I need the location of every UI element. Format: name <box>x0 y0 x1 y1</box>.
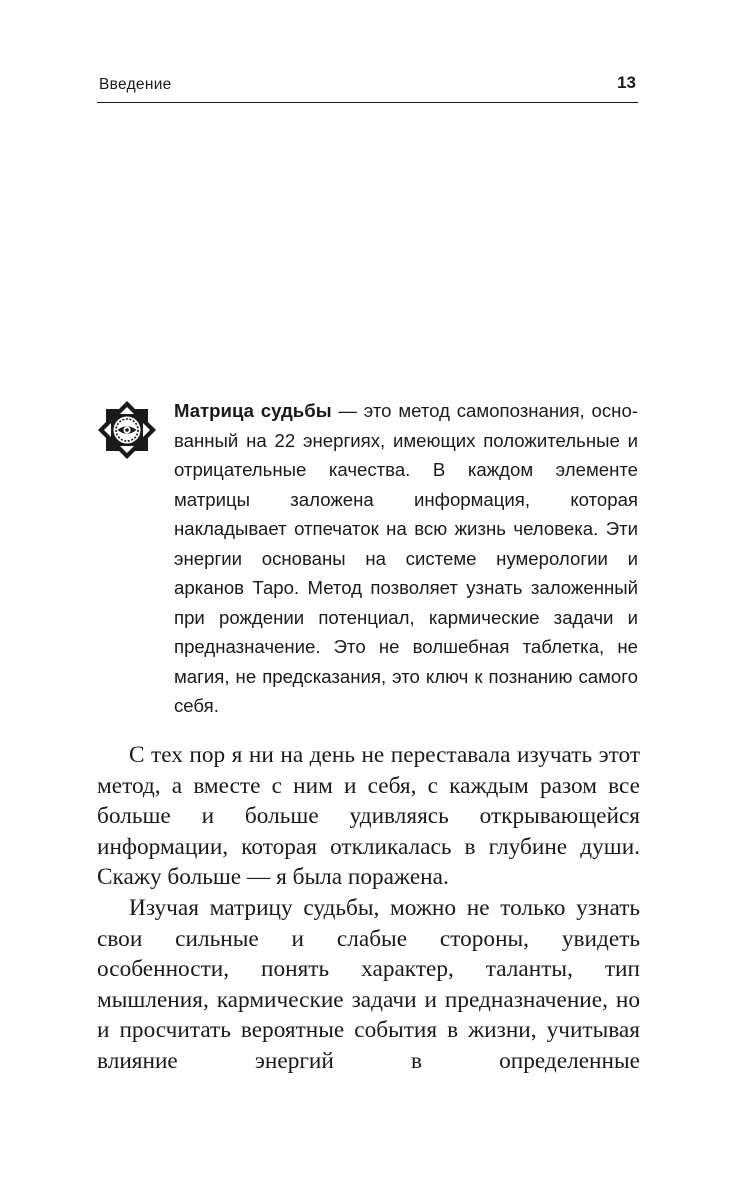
definition-paragraph <box>174 396 638 721</box>
mandala-eye-icon <box>97 400 157 460</box>
main-text <box>97 740 640 1077</box>
definition-body: — это метод самопознания, основанный на 22 энергиях, имеющих положительные и отрицательные качества. В каждом элементе матрицы заложена информация, которая накладывает отпечаток на всю жизнь человека. Эти энергии основаны на системе нумерологии и арканов Таро. Метод позволяет узнать заложенный при рождении потенциал, кармические задачи и предназначение. Это не волшебная таблетка, не магия, не предсказания, это ключ к познанию самого себя. <box>174 400 638 716</box>
paragraph: Изучая матрицу судьбы, можно не только узнать свои сильные и слабые стороны, увидеть особенности, понять характер, таланты, тип мышления, кармические задачи и предназначение, но и просчитать вероятные события в жизни, учитывая влияние энергий в определенные <box>97 894 640 1074</box>
paragraph: С тех пор я ни на день не переставала изучать этот метод, а вместе с ним и себя, с каждым разом все больше и больше удивляясь открывающейся информации, которая откликалась в глубине души. Скажу больше — я была поражена. <box>97 742 640 891</box>
running-header <box>97 72 638 103</box>
definition-term: Матрица судьбы <box>174 400 332 421</box>
page-number: 13 <box>617 73 636 92</box>
definition-callout <box>97 396 642 726</box>
section-title: Введение <box>99 76 172 93</box>
